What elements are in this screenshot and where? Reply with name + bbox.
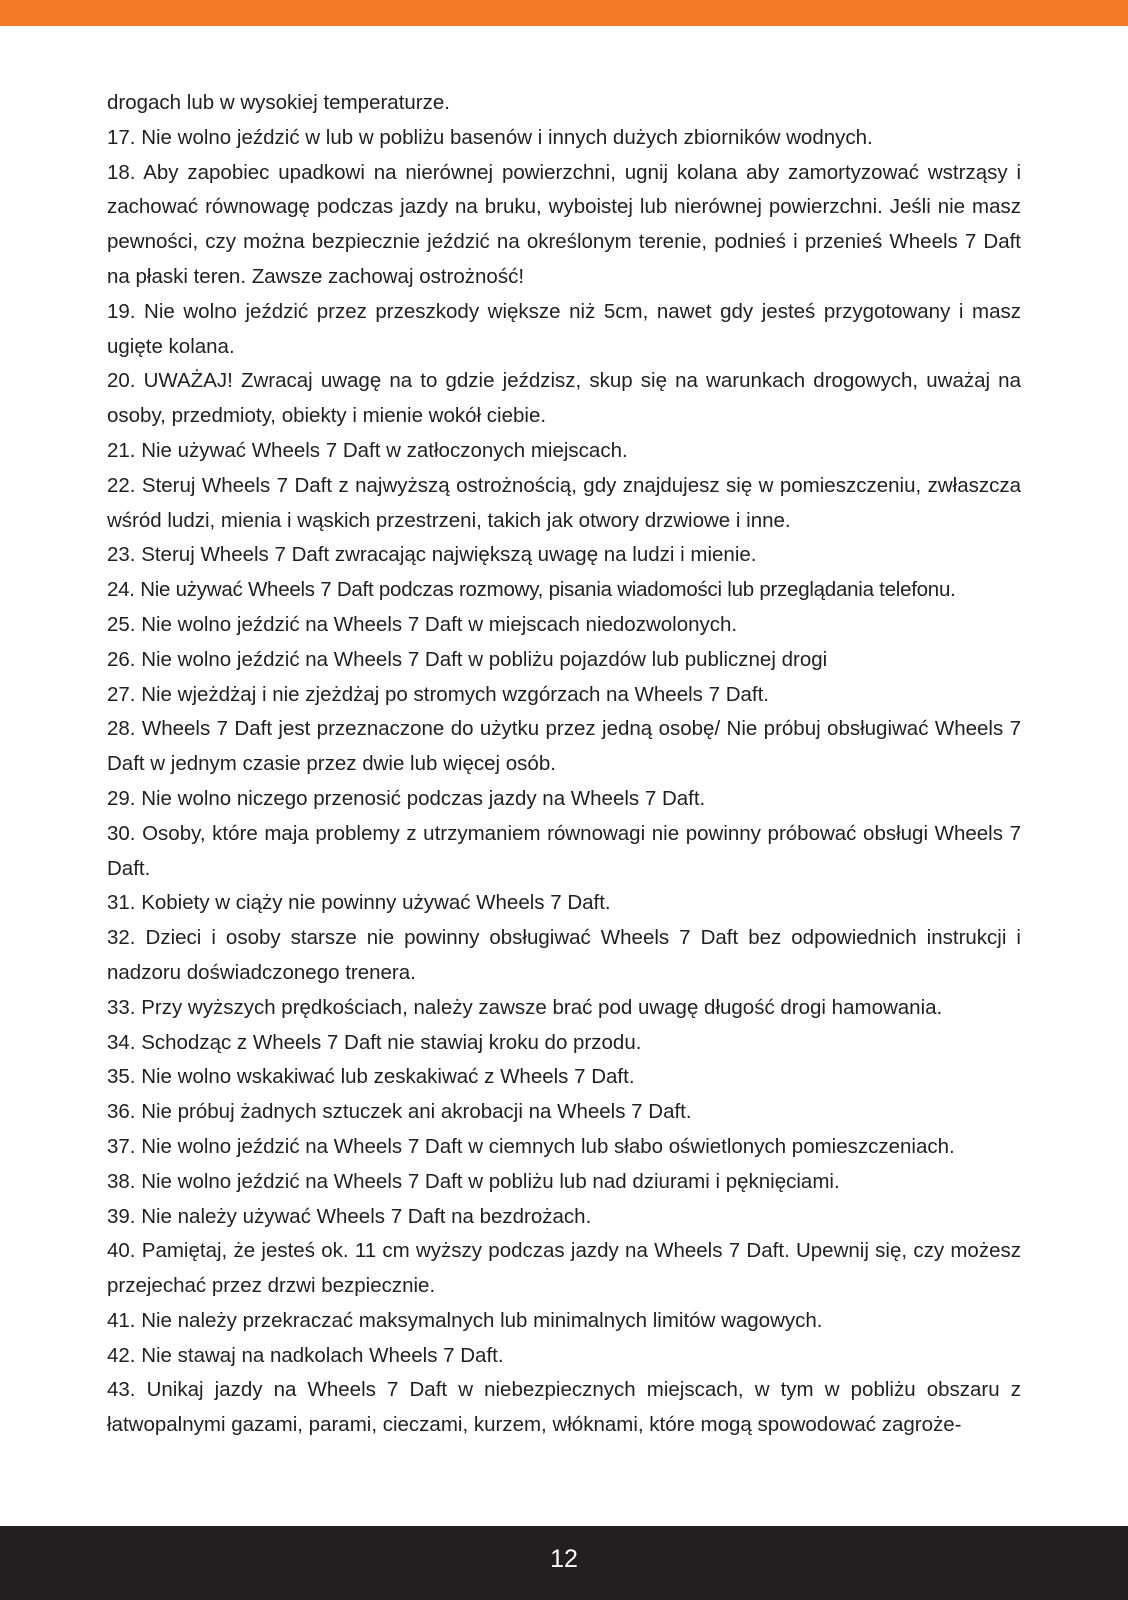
list-item-32: 32. Dzieci i osoby starsze nie powinny obsługiwać Wheels 7 Daft bez odpowiednich instrukcji i nadzoru doświadczonego trenera. — [107, 926, 1021, 984]
list-item-17: 17. Nie wolno jeździć w lub w pobliżu basenów i innych dużych zbiorników wodnych. — [107, 125, 873, 149]
list-item-20: 20. UWAŻAJ! Zwracaj uwagę na to gdzie jeździsz, skup się na warunkach drogowych, uważaj na osoby, przedmioty, obiekty i mienie wokół ciebie. — [107, 369, 1021, 428]
list-item-29: 29. Nie wolno niczego przenosić podczas jazdy na Wheels 7 Daft. — [107, 786, 706, 810]
list-item-43: 43. Unikaj jazdy na Wheels 7 Daft w niebezpiecznych miejscach, w tym w pobliżu obszaru z łatwopalnymi gazami, parami, cieczami, kurzem, włóknami, które mogą spowodować zagroże- — [107, 1378, 1021, 1437]
footer-bar — [0, 1526, 1128, 1600]
list-item-25: 25. Nie wolno jeździć na Wheels 7 Daft w miejscach niedozwolonych. — [107, 612, 738, 636]
list-item-31: 31. Kobiety w ciąży nie powinny używać Wheels 7 Daft. — [107, 891, 611, 915]
list-item-21: 21. Nie używać Wheels 7 Daft w zatłoczonych miejscach. — [107, 438, 628, 462]
list-item-35: 35. Nie wolno wskakiwać lub zeskakiwać z Wheels 7 Daft. — [107, 1065, 635, 1089]
list-item-38: 38. Nie wolno jeździć na Wheels 7 Daft w pobliżu lub nad dziurami i pęknięciami. — [107, 1169, 840, 1193]
list-item-24: 24. Nie używać Wheels 7 Daft podczas rozmowy, pisania wiadomości lub przeglądania telefonu. — [107, 578, 956, 602]
paragraph-intro: drogach lub w wysokiej temperaturze. — [107, 91, 450, 114]
list-item-26: 26. Nie wolno jeździć na Wheels 7 Daft w pobliżu pojazdów lub publicznej drogi — [107, 647, 828, 671]
list-item-19: 19. Nie wolno jeździć przez przeszkody większe niż 5cm, nawet gdy jesteś przygotowany i masz ugięte kolana. — [107, 299, 1021, 358]
list-item-22: 22. Steruj Wheels 7 Daft z najwyższą ostrożnością, gdy znajdujesz się w pomieszczeniu, zwłaszcza wśród ludzi, mienia i wąskich przestrzeni, takich jak otwory drzwiowe i inne. — [107, 473, 1021, 532]
list-item-28: 28. Wheels 7 Daft jest przeznaczone do użytku przez jedną osobę/ Nie próbuj obsługiwać Wheels 7 Daft w jednym czasie przez dwie lub więcej osób. — [107, 717, 1021, 776]
list-item-27: 27. Nie wjeżdżaj i nie zjeżdżaj po stromych wzgórzach na Wheels 7 Daft. — [107, 682, 769, 706]
list-item-41: 41. Nie należy przekraczać maksymalnych lub minimalnych limitów wagowych. — [107, 1308, 823, 1332]
list-item-39: 39. Nie należy używać Wheels 7 Daft na bezdrożach. — [107, 1204, 592, 1228]
list-item-18: 18. Aby zapobiec upadkowi na nierównej powierzchni, ugnij kolana aby zamortyzować wstrząsy i zachować równowagę podczas jazdy na bruku, wyboistej lub nierównej powierzchni. Jeśli nie masz pewności, czy można bezpiecznie jeździć na określonym terenie, podnieś i przenieś Wheels 7 Daft na płaski teren. Zawsze zachowaj ostrożność! — [107, 160, 1021, 288]
list-item-23: 23. Steruj Wheels 7 Daft zwracając największą uwagę na ludzi i mienie. — [107, 543, 757, 567]
list-item-40: 40. Pamiętaj, że jesteś ok. 11 cm wyższy podczas jazdy na Wheels 7 Daft. Upewnij się, czy możesz przejechać przez drzwi bezpiecznie. — [107, 1239, 1021, 1298]
top-accent-bar — [0, 0, 1128, 26]
list-item-37: 37. Nie wolno jeździć na Wheels 7 Daft w ciemnych lub słabo oświetlonych pomieszczeniach. — [107, 1134, 955, 1158]
page-number: 12 — [550, 1545, 578, 1573]
list-item-36: 36. Nie próbuj żadnych sztuczek ani akrobacji na Wheels 7 Daft. — [107, 1100, 692, 1124]
list-item-42: 42. Nie stawaj na nadkolach Wheels 7 Daft. — [107, 1343, 504, 1367]
list-item-30: 30. Osoby, które maja problemy z utrzymaniem równowagi nie powinny próbować obsługi Wheels 7 Daft. — [107, 821, 1021, 880]
document-body — [107, 86, 1021, 1443]
list-item-33: 33. Przy wyższych prędkościach, należy zawsze brać pod uwagę długość drogi hamowania. — [107, 995, 943, 1019]
list-item-34: 34. Schodząc z Wheels 7 Daft nie stawiaj kroku do przodu. — [107, 1030, 642, 1054]
